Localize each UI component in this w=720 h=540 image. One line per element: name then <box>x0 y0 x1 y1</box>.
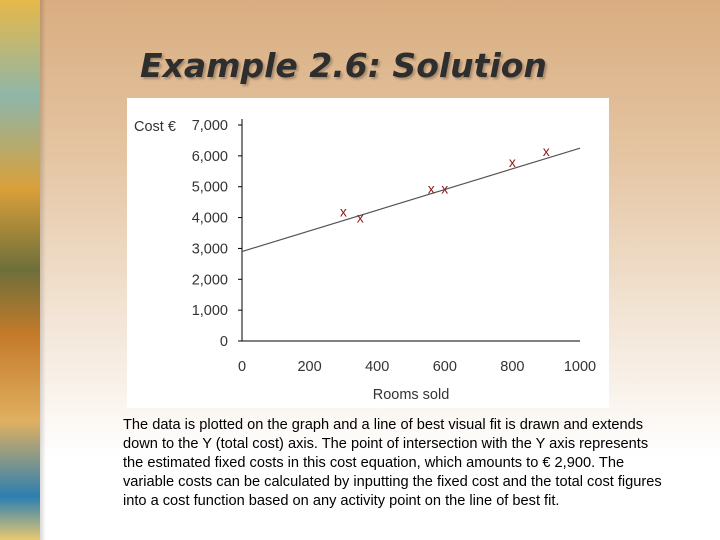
y-tick-label: 2,000 <box>191 272 228 289</box>
x-tick-label: 200 <box>297 359 322 375</box>
y-axis-title: Cost € <box>134 119 176 135</box>
data-point-marker: x <box>356 209 364 226</box>
y-tick-label: 0 <box>219 334 228 350</box>
slide-title: Example 2.6: Solution <box>140 46 547 85</box>
data-point-marker: x <box>542 143 550 160</box>
data-point-marker: x <box>427 180 435 197</box>
x-axis-title: Rooms sold <box>372 387 450 403</box>
decorative-photo-strip <box>0 0 40 540</box>
x-tick-label: 1000 <box>563 359 597 375</box>
data-point-marker: x <box>441 180 449 197</box>
chart-panel <box>127 98 609 408</box>
slide-caption: The data is plotted on the graph and a line of best visual fit is drawn and extends down to the Y (total cost) axis. The point of intersection with the Y axis represents the estimated fixed costs in this cost equation, which amounts to € 2,900. The variable costs can be calculated by inputting the fixed cost and the total cost figures into a cost function based on any activity point on the line of best fit. <box>123 417 662 509</box>
x-tick-label: 800 <box>500 359 525 375</box>
y-tick-label: 4,000 <box>191 210 228 227</box>
x-tick-label: 600 <box>432 359 457 375</box>
y-tick-label: 7,000 <box>191 118 228 134</box>
data-point-marker: x <box>339 203 347 220</box>
scatter-chart <box>127 98 609 408</box>
x-tick-label: 0 <box>237 359 247 375</box>
x-tick-label: 400 <box>365 359 390 375</box>
best-fit-line <box>242 148 580 251</box>
y-tick-label: 6,000 <box>191 148 228 165</box>
y-tick-label: 5,000 <box>191 179 228 196</box>
y-tick-label: 1,000 <box>191 303 228 320</box>
y-tick-label: 3,000 <box>191 241 228 258</box>
data-point-marker: x <box>508 154 516 171</box>
